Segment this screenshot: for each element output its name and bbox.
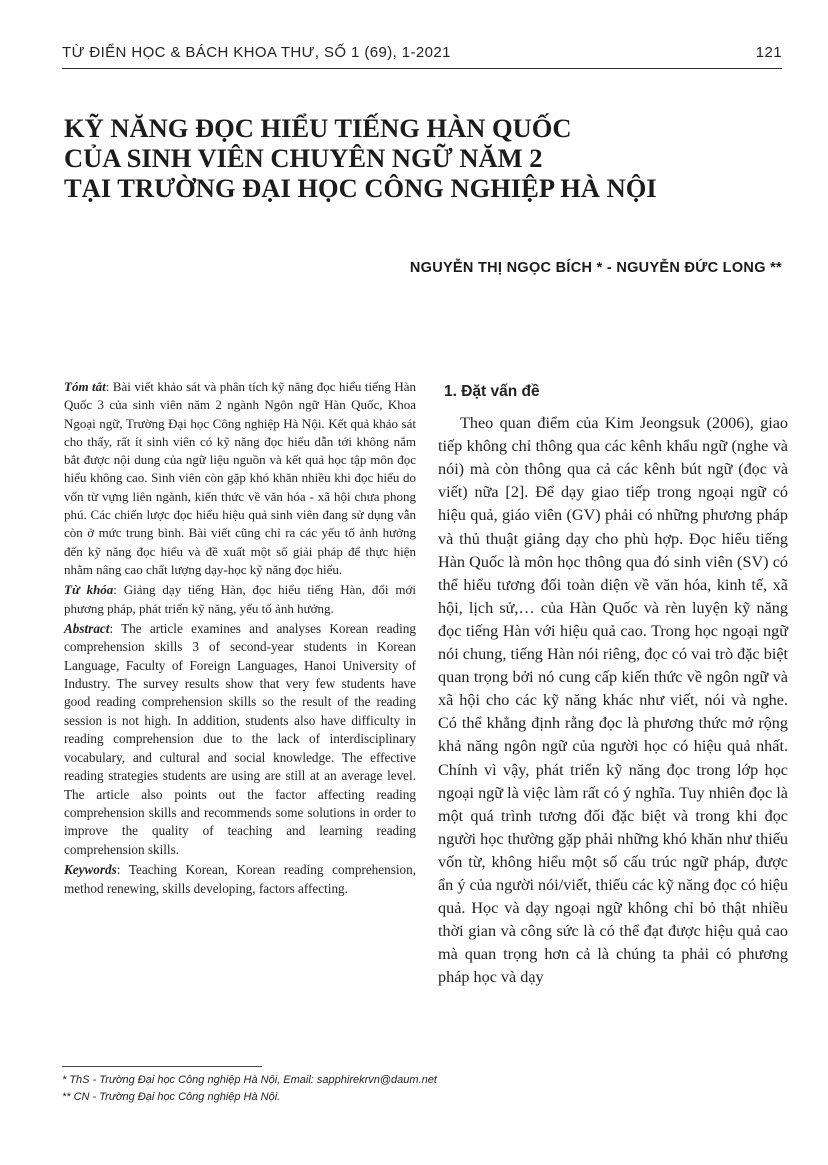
keywords-vi-label: Từ khóa (64, 582, 114, 598)
running-header (62, 44, 782, 66)
summary-vi-label: Tóm tắt (64, 379, 106, 394)
footnote-rule (62, 1066, 262, 1067)
abstract-en-text: : The article examines and analyses Korean reading comprehension skills 3 of second-year students in Korean Language, Faculty of Foreign Languages, Hanoi University of Industry. The survey results show that very few students have good reading comprehension skills so the result of the reading session is not high. In addition, students also have difficulty in reading comprehension due to the lack of interdisciplinary vocabulary, and cultural and social knowledge. The effective reading strategies students are using are still at an average level. The article also points out the factor affecting reading comprehension skills and recommends some solutions in order to improve the quality of teaching and learning reading comprehension skills. (64, 620, 416, 857)
summary-vi-text: : Bài viết khảo sát và phân tích kỹ năng đọc hiểu tiếng Hàn Quốc 3 của sinh viên năm 2 ngành Ngôn ngữ Hàn Quốc, Khoa Ngoại ngữ, Trường Đại học Công nghiệp Hà Nội. Kết quả khảo sát cho thấy, rất ít sinh viên có kỹ năng đọc hiểu dẫn tới không nắm bắt được nội dung của ngữ liệu nguồn và kết quả học tập môn đọc hiểu không cao. Sinh viên còn gặp khó khăn nhiều khi đọc hiểu do vốn từ vựng liên ngành, kiến thức về văn hóa - xã hội chưa phong phú. Các chiến lược đọc hiểu hiệu quả sinh viên đang sử dụng vẫn còn ở mức trung bình. Bài viết cũng chỉ ra các yếu tố ảnh hưởng đến kỹ năng đọc hiểu và đề xuất một số giải pháp để thực hiện nhằm nâng cao chất lượng dạy-học kỹ năng đọc hiểu. (64, 379, 416, 577)
footnotes (62, 1072, 662, 1106)
abstract-en-label: Abstract (64, 620, 110, 636)
keywords-en (64, 861, 416, 898)
abstract-column (64, 378, 416, 900)
title-line-2: CỦA SINH VIÊN CHUYÊN NGỮ NĂM 2 (64, 143, 543, 173)
title-line-1: KỸ NĂNG ĐỌC HIỂU TIẾNG HÀN QUỐC (64, 113, 572, 143)
section-heading: 1. Đặt vấn đề (444, 383, 540, 400)
page-number: 121 (755, 44, 782, 61)
keywords-vi-text: : Giảng dạy tiếng Hàn, đọc hiểu tiếng Hàn, đổi mới phương pháp, phát triển kỹ năng, yếu tố ảnh hưởng. (64, 582, 416, 616)
keywords-en-label: Keywords (64, 862, 117, 878)
footnote-2: ** CN - Trường Đại học Công nghiệp Hà Nội. (62, 1091, 281, 1103)
body-column (438, 380, 788, 989)
summary-vi (64, 378, 416, 579)
body-paragraph: Theo quan điểm của Kim Jeongsuk (2006), giao tiếp không chỉ thông qua các kênh khẩu ngữ (nghe và nói) mà còn thông qua cả các kênh bút ngữ (đọc và viết) nữa [2]. Để dạy giao tiếp trong ngoại ngữ có hiệu quả, giáo viên (GV) phải có những phương pháp và thủ thuật giảng dạy cho phù hợp. Đọc hiểu tiếng Hàn Quốc là môn học thông qua đó sinh viên (SV) có thể hiểu tương đối toàn diện về văn hóa, kinh tế, xã hội, lịch sử,… của Hàn Quốc và rèn luyện kỹ năng đọc tiếng Hàn với hiệu quả cao. Trong học ngoại ngữ nói chung, tiếng Hàn nói riêng, đọc có vai trò đặc biệt quan trọng bởi nó cung cấp kiến thức về ngôn ngữ và xã hội cho các kỹ năng khác như viết, nói và nghe. Có thể khẳng định rằng đọc là phương thức mở rộng khả năng ngôn ngữ của người học có hiệu quả nhất. Chính vì vậy, phát triển kỹ năng đọc trong lớp học ngoại ngữ là việc làm rất có ý nghĩa. Tuy nhiên đọc là một quá trình tương đối đặc biệt và trong khi đọc người học thường gặp phải những khó khăn như thiếu vốn từ, không hiểu một số cấu trúc ngữ pháp, được ẩn ý của người nói/viết, thiếu các kỹ năng đọc có hiệu quả. Học và dạy ngoại ngữ không chỉ bỏ thật nhiều thời gian và công sức là có thể đạt được hiệu quả cao mà quan trọng hơn cả là chúng ta phải có phương pháp học và dạy (438, 414, 788, 987)
footnote-1: * ThS - Trường Đại học Công nghiệp Hà Nội, Email: sapphirekrvn@daum.net (62, 1074, 437, 1086)
keywords-en-text: : Teaching Korean, Korean reading comprehension, method renewing, skills developing, factors affecting. (64, 862, 416, 896)
article-title (64, 113, 784, 203)
keywords-vi (64, 581, 416, 618)
journal-title: TỪ ĐIỂN HỌC & BÁCH KHOA THƯ, SỐ 1 (69), 1-2021 (62, 44, 451, 61)
authors: NGUYỄN THỊ NGỌC BÍCH * - NGUYỄN ĐỨC LONG ** (409, 260, 782, 276)
header-rule (62, 68, 782, 69)
abstract-en (64, 620, 416, 859)
title-line-3: TẠI TRƯỜNG ĐẠI HỌC CÔNG NGHIỆP HÀ NỘI (64, 173, 657, 203)
